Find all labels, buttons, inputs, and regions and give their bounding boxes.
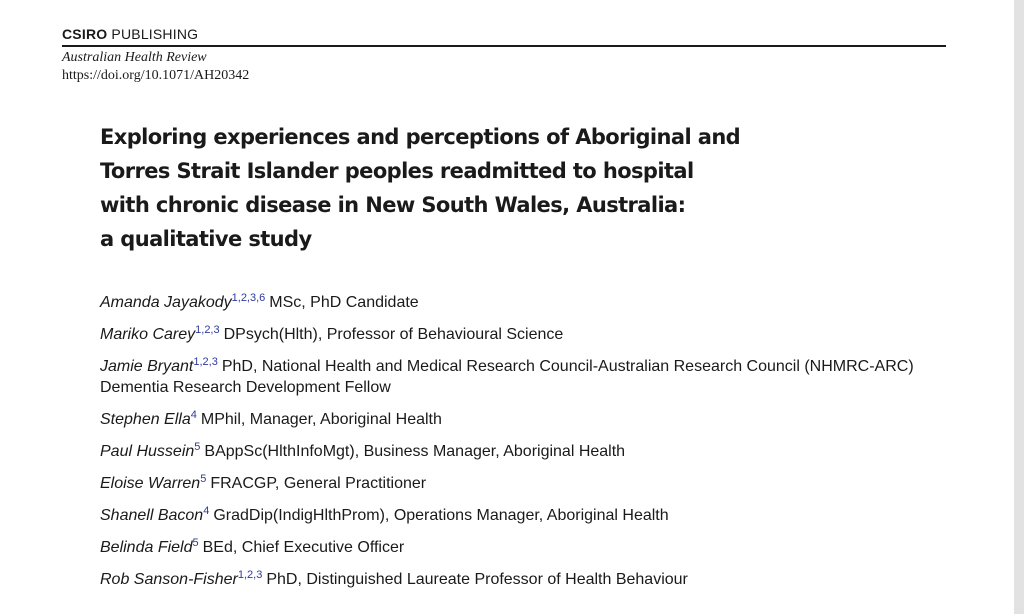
journal-name: Australian Health Review — [62, 50, 207, 65]
author-credentials: MSc, PhD Candidate — [269, 294, 419, 311]
author-credentials: DPsych(Hlth), Professor of Behavioural Science — [223, 326, 564, 343]
author-name: Eloise Warren — [100, 475, 201, 492]
affiliation-marker[interactable]: 1,2,3 — [237, 569, 263, 581]
title-line: Torres Strait Islander peoples readmitted to hospital — [100, 159, 694, 183]
author-list — [100, 292, 960, 601]
article-title — [100, 120, 880, 256]
affiliation-marker[interactable]: 1,2,3 — [195, 324, 220, 336]
author-entry — [100, 409, 960, 430]
publisher-name: PUBLISHING — [107, 26, 199, 42]
author-entry — [100, 473, 960, 494]
affiliation-marker[interactable]: 1,2,3 — [193, 356, 218, 368]
author-name: Belinda Field — [100, 539, 193, 556]
author-entry — [100, 324, 960, 345]
title-line: with chronic disease in New South Wales, Australia: — [100, 193, 686, 217]
publisher-brand: CSIRO — [62, 26, 108, 42]
author-credentials: GradDip(IndigHlthProm), Operations Manager, Aboriginal Health — [213, 507, 669, 524]
affiliation-marker[interactable]: 5 — [200, 473, 207, 485]
title-line: Exploring experiences and perceptions of Aboriginal and — [100, 125, 741, 149]
author-name: Shanell Bacon — [100, 507, 204, 524]
author-credentials: FRACGP, General Practitioner — [210, 475, 427, 492]
affiliation-marker[interactable]: 1,2,3,6 — [231, 292, 266, 304]
viewer-edge — [1014, 0, 1024, 614]
publisher-logo — [62, 26, 198, 42]
author-name: Stephen Ella — [100, 411, 191, 428]
author-name: Rob Sanson-Fisher — [100, 571, 238, 588]
author-credentials: PhD, National Health and Medical Research Council-Australian Research Council (NHMRC-ARC) Dementia Research Development Fellow — [100, 358, 914, 396]
affiliation-marker[interactable]: 5 — [194, 441, 201, 453]
affiliation-marker[interactable]: 4 — [203, 505, 210, 517]
author-credentials: PhD, Distinguished Laureate Professor of Health Behaviour — [266, 571, 688, 588]
affiliation-marker[interactable]: 4 — [190, 409, 197, 421]
author-entry — [100, 569, 960, 590]
author-entry — [100, 505, 960, 526]
author-entry — [100, 537, 960, 558]
author-credentials: BEd, Chief Executive Officer — [202, 539, 405, 556]
author-entry — [100, 441, 960, 462]
header-rule — [62, 45, 946, 47]
title-line: a qualitative study — [100, 227, 312, 251]
author-entry — [100, 356, 960, 398]
doi-link[interactable]: https://doi.org/10.1071/AH20342 — [62, 68, 250, 83]
author-credentials: BAppSc(HlthInfoMgt), Business Manager, Aboriginal Health — [204, 443, 626, 460]
author-credentials: MPhil, Manager, Aboriginal Health — [200, 411, 442, 428]
affiliation-marker[interactable]: 5 — [192, 537, 199, 549]
author-name: Amanda Jayakody — [100, 294, 232, 311]
author-entry — [100, 292, 960, 313]
author-name: Mariko Carey — [100, 326, 196, 343]
author-name: Jamie Bryant — [100, 358, 194, 375]
author-name: Paul Hussein — [100, 443, 195, 460]
